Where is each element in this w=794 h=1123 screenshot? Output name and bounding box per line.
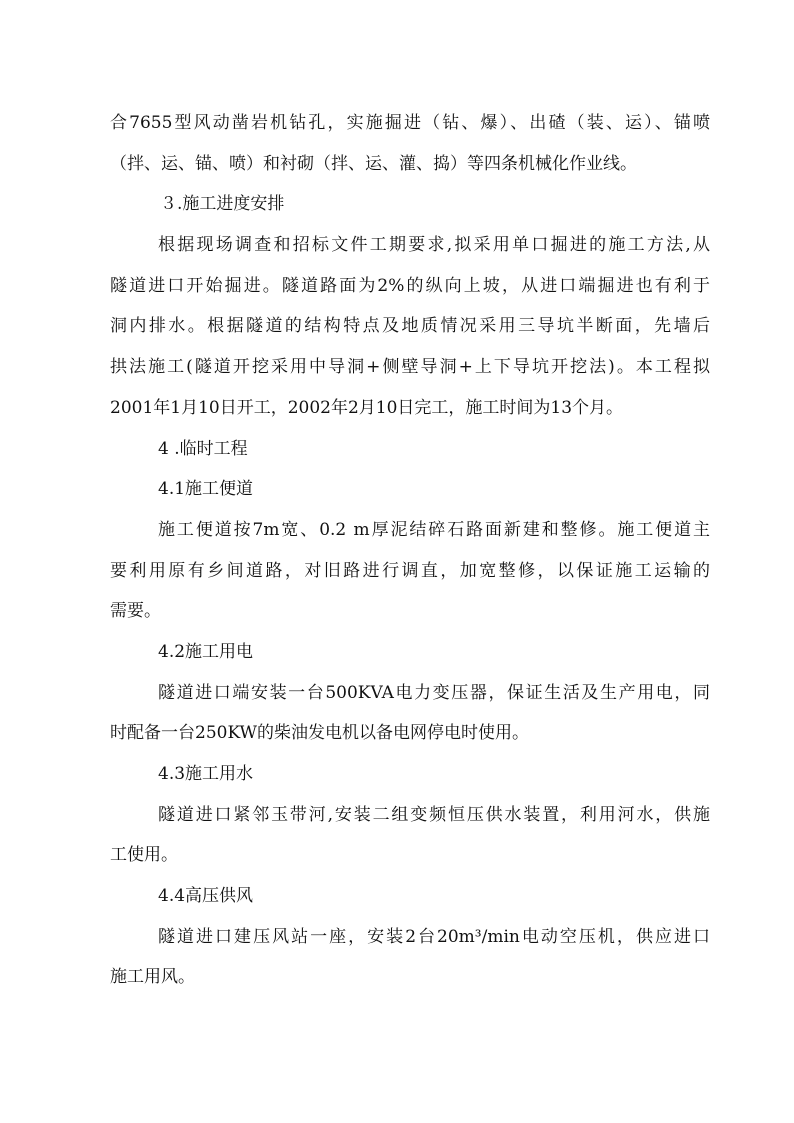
paragraph-line: 隧道进口开始掘进。隧道路面为2%的纵向上坡，从进口端掘进也有利于 (110, 275, 710, 296)
paragraph-line: 施工便道按7m宽、0.2 m厚泥结碎石路面新建和整修。施工便道主 (158, 519, 710, 540)
paragraph-line: 2001年1月10日开工，2002年2月10日完工，施工时间为13个月。 (110, 397, 624, 418)
paragraph-line: 施工用风。 (110, 967, 195, 988)
document-body (110, 103, 710, 998)
subsection-heading: 4.1施工便道 (158, 479, 254, 500)
paragraph-line: 隧道进口紧邻玉带河,安装二组变频恒压供水装置，利用河水，供施 (158, 804, 710, 825)
subsection-heading: 4.2施工用电 (158, 641, 254, 662)
paragraph-line: 合7655型风动凿岩机钻孔，实施掘进（钻、爆）、出碴（装、运）、锚喷 (110, 113, 710, 133)
paragraph-line: 要利用原有乡间道路，对旧路进行调直，加宽整修，以保证施工运输的 (110, 560, 710, 581)
section-heading: ３.施工进度安排 (160, 194, 285, 215)
paragraph-line: 隧道进口建压风站一座，安装2台20m³/min电动空压机，供应进口 (158, 926, 710, 947)
paragraph-line: 隧道进口端安装一台500KVA电力变压器，保证生活及生产用电，同 (158, 682, 710, 703)
subsection-heading: 4.4高压供风 (158, 886, 254, 907)
paragraph-line: 需要。 (110, 601, 161, 622)
paragraph-line: 工使用。 (110, 845, 178, 866)
paragraph-line: 拱法施工(隧道开挖采用中导洞+侧壁导洞+上下导坑开挖法)。本工程拟 (110, 357, 710, 378)
paragraph-line: （拌、运、锚、喷）和衬砌（拌、运、灌、捣）等四条机械化作业线。 (110, 153, 637, 174)
subsection-heading: 4.3施工用水 (158, 764, 254, 784)
section-heading: 4 .临时工程 (158, 438, 248, 459)
paragraph-line: 时配备一台250KW的柴油发电机以备电网停电时使用。 (110, 723, 530, 744)
paragraph-line: 洞内排水。根据隧道的结构特点及地质情况采用三导坑半断面，先墙后 (110, 316, 710, 337)
paragraph-line: 根据现场调查和招标文件工期要求,拟采用单口掘进的施工方法,从 (158, 235, 710, 256)
